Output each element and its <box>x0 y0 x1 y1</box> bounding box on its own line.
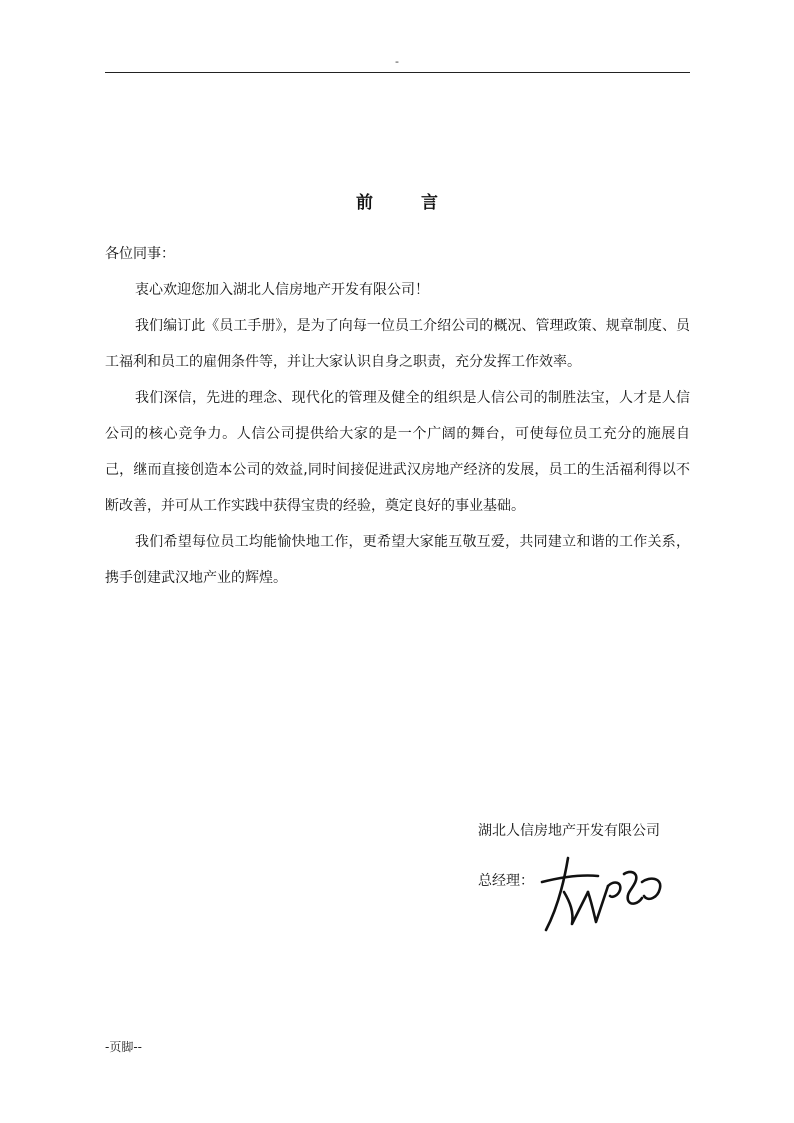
greeting: 各位同事： <box>105 246 175 262</box>
paragraph-hope: 我们希望每位员工均能愉快地工作，更希望大家能互敬互爱，共同建立和谐的工作关系，携手创建武汉地产业的辉煌。 <box>105 534 690 586</box>
general-manager-label: 总经理： <box>478 873 534 889</box>
paragraph-purpose: 我们编订此《员工手册》，是为了向每一位员工介绍公司的概况、管理政策、规章制度、员工福利和员工的雇佣条件等，并让大家认识自身之职责，充分发挥工作效率。 <box>105 318 690 370</box>
paragraph-belief: 我们深信，先进的理念、现代化的管理及健全的组织是人信公司的制胜法宝，人才是人信公司的核心竞争力。人信公司提供给大家的是一个广阔的舞台，可使每位员工充分的施展自己，继而直接创造本公司的效益,同时间接促进武汉房地产经济的发展，员工的生活福利得以不断改善，并可从工作实践中获得宝贵的经验，奠定良好的事业基础。 <box>105 390 690 514</box>
body-paragraphs <box>105 272 690 596</box>
handwritten-signature <box>538 852 668 934</box>
paragraph-welcome: 衷心欢迎您加入湖北人信房地产开发有限公司！ <box>135 282 429 298</box>
page-title: 前言 <box>356 193 486 213</box>
header-rule <box>105 72 690 73</box>
footer-text: -页脚-- <box>105 1040 142 1054</box>
header-mark: - <box>395 55 399 68</box>
company-signoff: 湖北人信房地产开发有限公司 <box>478 823 660 839</box>
